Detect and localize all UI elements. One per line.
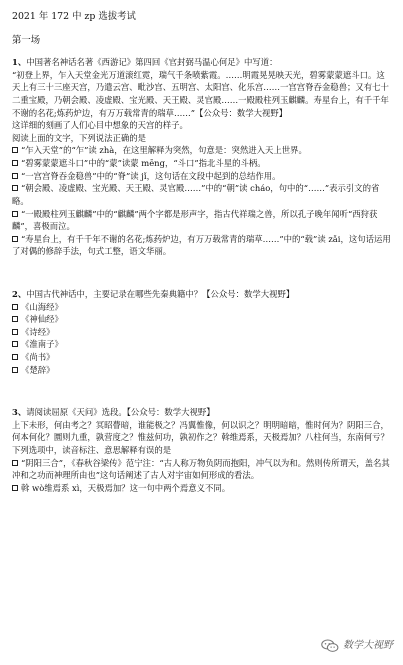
option-text: “碧雾蒙蒙遮斗口”中的“蒙”读蒙 mēng，“斗口”指北斗星的斗柄。 — [21, 158, 266, 169]
checkbox-icon[interactable] — [12, 160, 18, 166]
question-1-tag: 【公众号：数学大视野】 — [194, 107, 288, 118]
checkbox-icon[interactable] — [12, 185, 18, 191]
question-2-tag: 【公众号：数学大视野】 — [202, 288, 295, 299]
checkbox-icon[interactable] — [12, 147, 18, 153]
option-item[interactable] — [12, 457, 391, 482]
option-text: “阴阳三合”，《春秋谷梁传》范宁注：“古人称万物负阴而抱阳，冲气以为和。然则传所谓天，盖名其冲和之功而神理所由也”这句话阐述了古人对宇宙如何形成的看法。 — [12, 457, 390, 481]
question-1-quote — [12, 69, 391, 119]
checkbox-icon[interactable] — [12, 341, 18, 347]
question-2-stem — [12, 288, 391, 301]
checkbox-icon[interactable] — [12, 236, 18, 242]
question-3-prompt: 下列选项中，读音标注、意思解释有误的是 — [12, 445, 172, 456]
option-text: “一宫宫脊吞金稳兽”中的“脊”读 jǐ，这句话在文段中起到的总结作用。 — [21, 170, 281, 181]
option-text: 《尚书》 — [21, 352, 55, 363]
checkbox-icon[interactable] — [12, 316, 18, 322]
question-3-stem-text: 请阅读屈原《天问》选段。 — [26, 407, 127, 418]
option-item[interactable] — [12, 208, 391, 233]
option-text: 《淮南子》 — [21, 339, 63, 350]
question-1-number: 1、 — [12, 57, 27, 68]
checkbox-icon[interactable] — [12, 173, 18, 179]
option-item[interactable] — [12, 351, 391, 364]
section-label: 第一场 — [12, 35, 41, 47]
checkbox-icon[interactable] — [12, 485, 18, 491]
question-1-prompt: 阅读上面的文字，下列说法正确的是 — [12, 132, 146, 143]
exam-title: 2021 年 172 中 zp 选拔考试 — [12, 11, 136, 22]
option-text: “乍入天堂”的“乍”读 zhà，在这里解释为突然，句意是：突然进入天上世界。 — [21, 145, 307, 156]
option-item[interactable] — [12, 482, 391, 495]
option-item[interactable] — [12, 157, 391, 170]
watermark-text: 数学大视野 — [343, 640, 393, 651]
option-item[interactable] — [12, 338, 391, 351]
question-3-number: 3、 — [12, 407, 27, 418]
question-2 — [12, 288, 391, 376]
checkbox-icon[interactable] — [12, 329, 18, 335]
question-3-tag: 【公众号：数学大视野】 — [126, 407, 215, 418]
option-text: “寿星台上，有千千年不谢的名花;炼药炉边，有万万载常青的瑞草……”中的“载”读 zǎi，这句话运用了对偶的修辞手法，句式工整，语文华丽。 — [12, 233, 391, 257]
checkbox-icon[interactable] — [12, 460, 18, 466]
checkbox-icon[interactable] — [12, 367, 18, 373]
option-item[interactable] — [12, 144, 391, 157]
option-item[interactable] — [12, 233, 391, 258]
option-item[interactable] — [12, 364, 391, 377]
question-1-stem-text: 中国著名神话名著《西游记》第四回《官封弼马温心何足》中写道： — [26, 57, 278, 68]
checkbox-icon[interactable] — [12, 211, 18, 217]
option-text: 《山海经》 — [21, 301, 63, 312]
question-3-passage: 上下未形，何由考之？冥昭瞢暗，谁能极之？冯翼惟像，何以识之？明明暗暗，惟时何为？阴阳三合，何本何化？圜则九重，孰营度之？惟兹何功，孰初作之？斡维焉系，天极焉加？八柱何当，东南何亏？ — [12, 419, 389, 443]
question-3 — [12, 406, 391, 494]
option-text: 《神仙经》 — [21, 314, 63, 325]
option-text: 《楚辞》 — [21, 364, 55, 375]
question-1-quote-text: “初登上界，乍入天堂金光万道滚红霓，瑞气千条喷紫霞。……明霞晃晃映天光，碧雾蒙蒙遮斗口。这天上有三十三座天宫，乃遣云宫、毗沙宫、五明宫、太阳宫、化乐宫……一宫宫脊吞金稳兽；又有七十二重宝殿，乃朝会殿、凌虚殿、宝光殿、天王殿、灵官殿……一殿殿柱列玉麒麟。寿星台上，有千千年不谢的名花;炼药炉边，有万万载常青的瑞草……” — [12, 69, 389, 118]
option-item[interactable] — [12, 170, 391, 183]
question-1 — [12, 56, 391, 258]
wechat-icon — [321, 639, 339, 653]
option-item[interactable] — [12, 301, 391, 314]
question-1-desc: 这详细的刻画了人们心目中想象的天宫的样子。 — [12, 120, 188, 131]
option-text: 《诗经》 — [21, 326, 55, 337]
question-1-stem — [12, 56, 391, 69]
option-item[interactable] — [12, 182, 391, 207]
spacer — [12, 258, 391, 288]
question-2-number: 2、 — [12, 288, 27, 299]
option-item[interactable] — [12, 326, 391, 339]
spacer — [12, 376, 391, 406]
option-text: “朝会殿、凌虚殿、宝光殿、天王殿、灵官殿……”中的“朝”读 cháo，句中的“……”表示引文的省略。 — [12, 183, 380, 206]
option-item[interactable] — [12, 313, 391, 326]
checkbox-icon[interactable] — [12, 304, 18, 310]
watermark — [321, 638, 393, 653]
question-2-stem-text: 中国古代神话中，主要记录在哪些先秦典籍中？ — [26, 288, 203, 299]
option-text: 斡 wò维焉系 xì，天极焉加？这一句中两个焉意义不同。 — [21, 482, 231, 493]
question-3-stem — [12, 406, 391, 419]
checkbox-icon[interactable] — [12, 354, 18, 360]
option-text: “一殿殿柱列玉麒麟”中的“麒麟”两个字都是形声字，指古代祥瑞之兽，所以孔子晚年闻听“西狩获麟”，喜极而泣。 — [12, 208, 378, 232]
